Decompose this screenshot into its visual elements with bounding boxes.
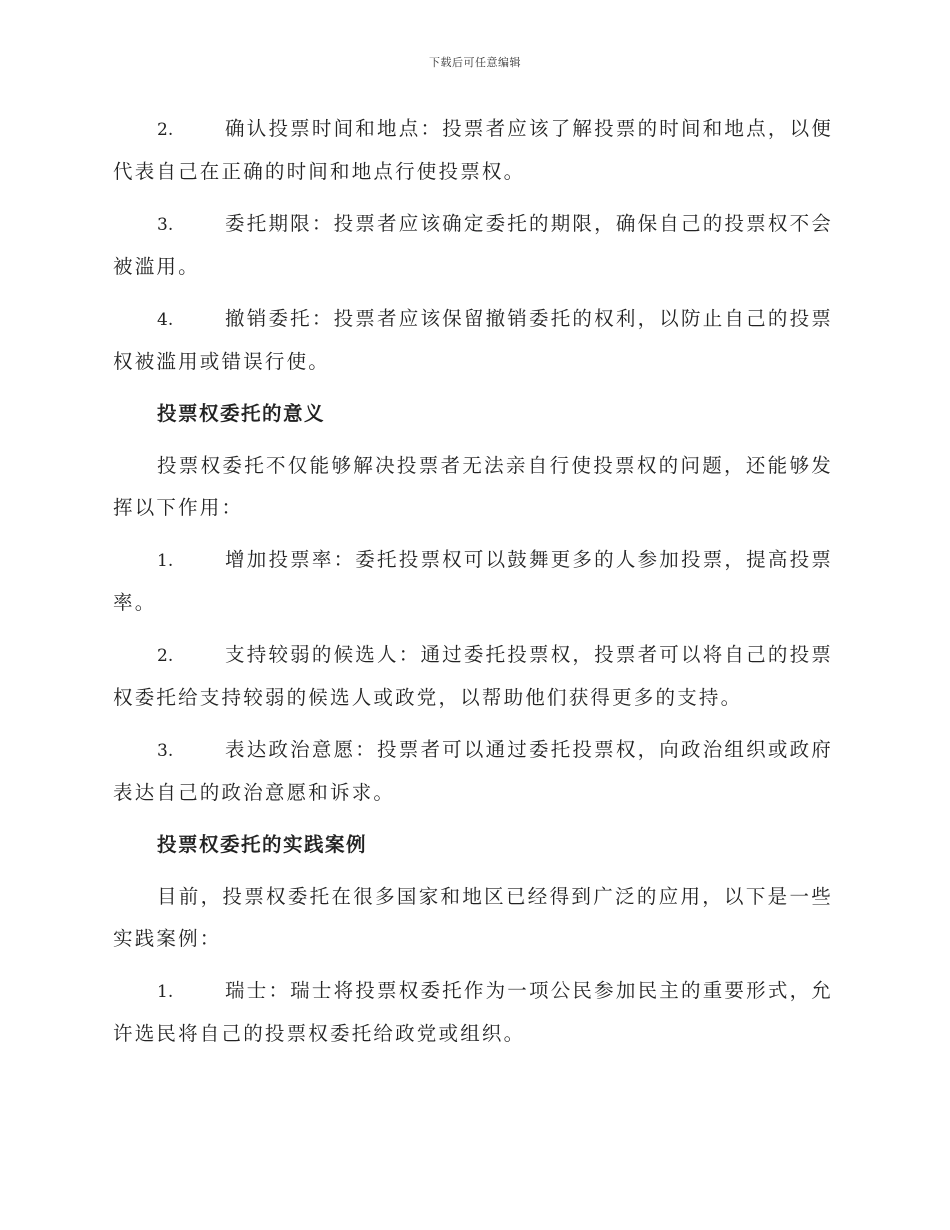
list-text: 委托期限：投票者应该确定委托的期限，确保自己的投票权不会被滥用。 bbox=[113, 212, 833, 278]
list-item bbox=[113, 970, 833, 1055]
list-number: 2. bbox=[157, 646, 174, 666]
list-text: 支持较弱的候选人：通过委托投票权，投票者可以将自己的投票权委托给支持较弱的候选人或政党，以帮助他们获得更多的支持。 bbox=[113, 643, 833, 709]
list-text: 增加投票率：委托投票权可以鼓舞更多的人参加投票，提高投票率。 bbox=[113, 548, 833, 614]
list-item bbox=[113, 634, 833, 719]
section-heading-significance: 投票权委托的意义 bbox=[157, 402, 326, 425]
list-number: 3. bbox=[157, 215, 174, 235]
list-text: 表达政治意愿：投票者可以通过委托投票权，向政治组织或政府表达自己的政治意愿和诉求。 bbox=[113, 738, 833, 804]
list-number: 4. bbox=[157, 310, 174, 330]
list-number: 1. bbox=[157, 551, 174, 571]
document-body bbox=[113, 108, 833, 1065]
list-text: 确认投票时间和地点：投票者应该了解投票的时间和地点，以便代表自己在正确的时间和地点行使投票权。 bbox=[113, 117, 833, 183]
section-intro-paragraph: 目前，投票权委托在很多国家和地区已经得到广泛的应用，以下是一些实践案例： bbox=[113, 885, 833, 950]
list-item bbox=[113, 298, 833, 383]
section-heading-cases: 投票权委托的实践案例 bbox=[157, 833, 368, 856]
list-item bbox=[113, 203, 833, 288]
section-intro-paragraph: 投票权委托不仅能够解决投票者无法亲自行使投票权的问题，还能够发挥以下作用： bbox=[113, 454, 833, 519]
list-number: 3. bbox=[157, 741, 174, 761]
list-number: 1. bbox=[157, 982, 174, 1002]
page-header: 下载后可任意编辑 bbox=[429, 56, 521, 69]
list-item bbox=[113, 729, 833, 814]
list-text: 瑞士：瑞士将投票权委托作为一项公民参加民主的重要形式，允许选民将自己的投票权委托给政党或组织。 bbox=[113, 979, 833, 1045]
list-item bbox=[113, 108, 833, 193]
list-item bbox=[113, 539, 833, 624]
list-text: 撤销委托：投票者应该保留撤销委托的权利，以防止自己的投票权被滥用或错误行使。 bbox=[113, 307, 833, 373]
list-number: 2. bbox=[157, 120, 174, 140]
